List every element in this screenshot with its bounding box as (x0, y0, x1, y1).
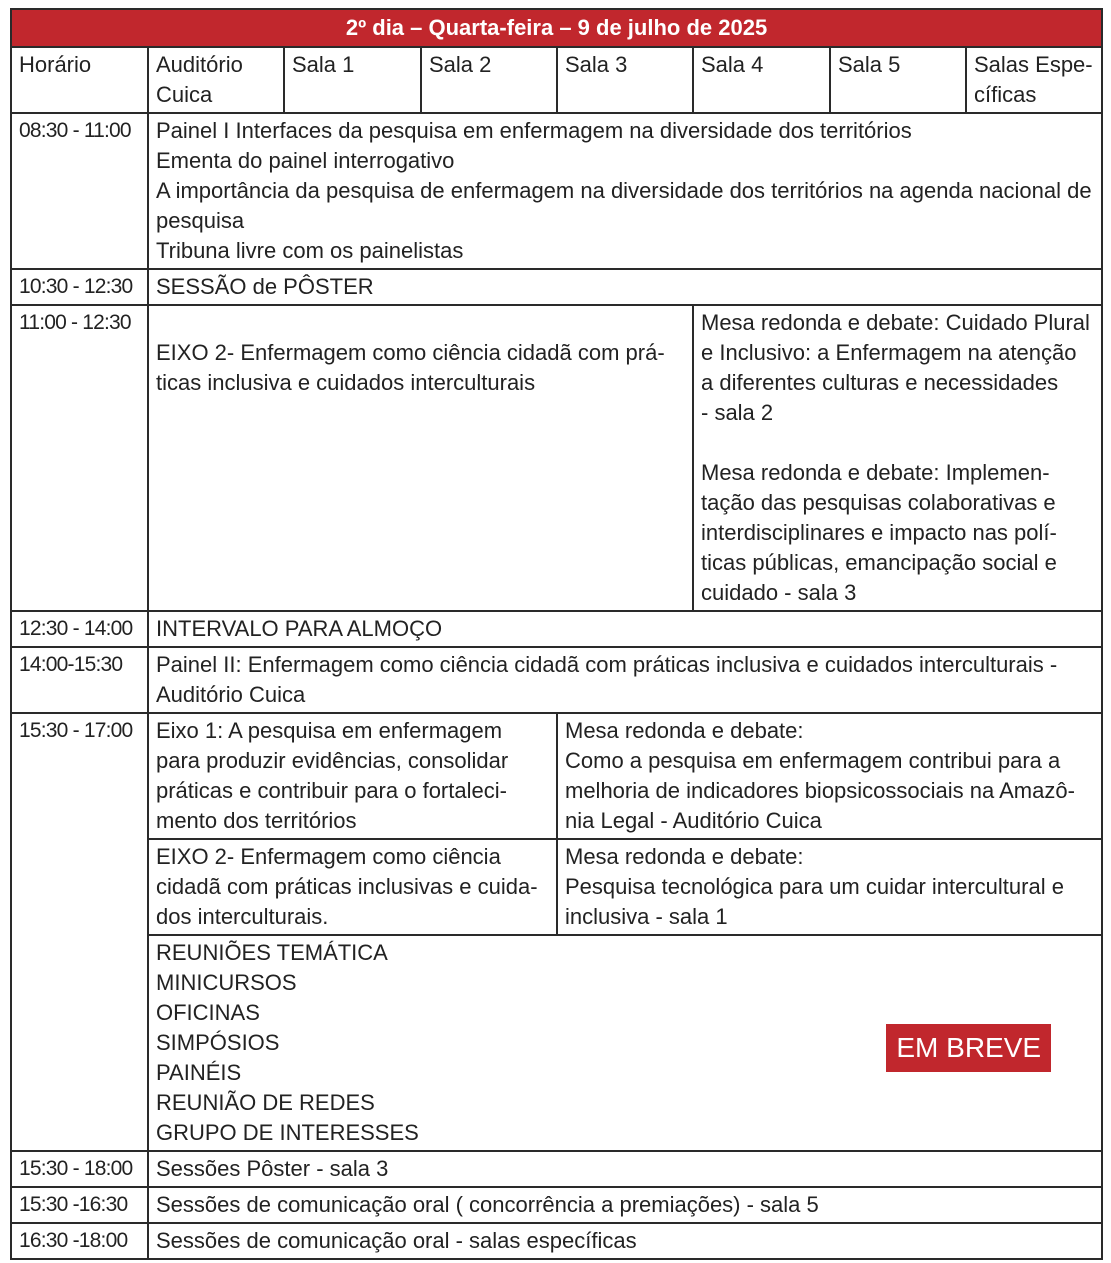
table-row (11, 935, 1102, 1151)
table-row (11, 1151, 1102, 1187)
session-cell-eixo-2: EIXO 2- Enfermagem como ciência cidadã com práticas inclusiva e cuidados interculturais (148, 305, 693, 611)
table-row (11, 1223, 1102, 1259)
table-row (11, 113, 1102, 269)
time-cell: 15:30 - 18:00 (11, 1151, 148, 1187)
table-row (11, 611, 1102, 647)
activities-cell (148, 935, 1102, 1151)
session-cell: SESSÃO de PÔSTER (148, 269, 1102, 305)
em-breve-badge: EM BREVE (886, 1024, 1051, 1072)
column-header-horario: Horário (11, 47, 148, 113)
table-row (11, 713, 1102, 839)
session-cell: Sessões de comunicação oral - salas específicas (148, 1223, 1102, 1259)
session-cell: Painel I Interfaces da pesquisa em enfermagem na diversidade dos territórios Ementa do painel interrogativo A importância da pesquisa de enfermagem na diversidade dos territórios na agenda nacional de pesquisa Tribuna livre com os painelistas (148, 113, 1102, 269)
session-cell-eixo-1: Eixo 1: A pesquisa em enfermagem para produzir evidências, consolidar práticas e contribuir para o fortalecimento dos territórios (148, 713, 557, 839)
session-cell-mesas-redondas: Mesa redonda e debate: Cuidado Plural e Inclusivo: a Enfermagem na atenção a diferentes culturas e necessidades - sala 2 Mesa redonda e debate: Implementação das pesquisas colaborativas e interdisciplinares e impacto nas políticas públicas, emancipação social e cuidado - sala 3 (693, 305, 1102, 611)
table-row (11, 647, 1102, 713)
time-cell: 16:30 -18:00 (11, 1223, 148, 1259)
time-cell: 15:30 -16:30 (11, 1187, 148, 1223)
session-cell: Sessões de comunicação oral ( concorrência a premiações) - sala 5 (148, 1187, 1102, 1223)
table-row (11, 269, 1102, 305)
session-cell-mesa-redonda-sala-1: Mesa redonda e debate: Pesquisa tecnológica para um cuidar intercultural e inclusiva - sala 1 (557, 839, 1102, 935)
column-header-sala-2: Sala 2 (421, 47, 557, 113)
session-cell: INTERVALO PARA ALMOÇO (148, 611, 1102, 647)
time-cell: 15:30 - 17:00 (11, 713, 148, 1151)
time-cell: 11:00 - 12:30 (11, 305, 148, 611)
session-cell-eixo-2: EIXO 2- Enfermagem como ciência cidadã com práticas inclusivas e cuidados interculturais. (148, 839, 557, 935)
column-header-sala-5: Sala 5 (830, 47, 966, 113)
column-header-auditorio-cuica: Auditório Cuica (148, 47, 284, 113)
activities-list: REUNIÕES TEMÁTICA MINICURSOS OFICINAS SIMPÓSIOS PAINÉIS REUNIÃO DE REDES GRUPO DE INTERESSES (156, 940, 419, 1145)
column-header-sala-4: Sala 4 (693, 47, 830, 113)
table-row (11, 305, 1102, 611)
title-row (11, 9, 1102, 47)
column-header-salas-especificas: Salas Espe- cíficas (966, 47, 1102, 113)
schedule-table (10, 8, 1103, 1260)
time-cell: 14:00-15:30 (11, 647, 148, 713)
session-cell: Painel II: Enfermagem como ciência cidadã com práticas inclusiva e cuidados interculturais - Auditório Cuica (148, 647, 1102, 713)
time-cell: 10:30 - 12:30 (11, 269, 148, 305)
table-row (11, 1187, 1102, 1223)
time-cell: 12:30 - 14:00 (11, 611, 148, 647)
column-header-sala-1: Sala 1 (284, 47, 421, 113)
session-cell-mesa-redonda-auditorio: Mesa redonda e debate: Como a pesquisa em enfermagem contribui para a melhoria de indicadores biopsicossociais na Amazônia Legal - Auditório Cuica (557, 713, 1102, 839)
schedule-wrapper (10, 8, 1101, 1260)
page-title: 2º dia – Quarta-feira – 9 de julho de 2025 (11, 9, 1102, 47)
table-row (11, 839, 1102, 935)
header-row (11, 47, 1102, 113)
time-cell: 08:30 - 11:00 (11, 113, 148, 269)
column-header-sala-3: Sala 3 (557, 47, 693, 113)
session-cell: Sessões Pôster - sala 3 (148, 1151, 1102, 1187)
